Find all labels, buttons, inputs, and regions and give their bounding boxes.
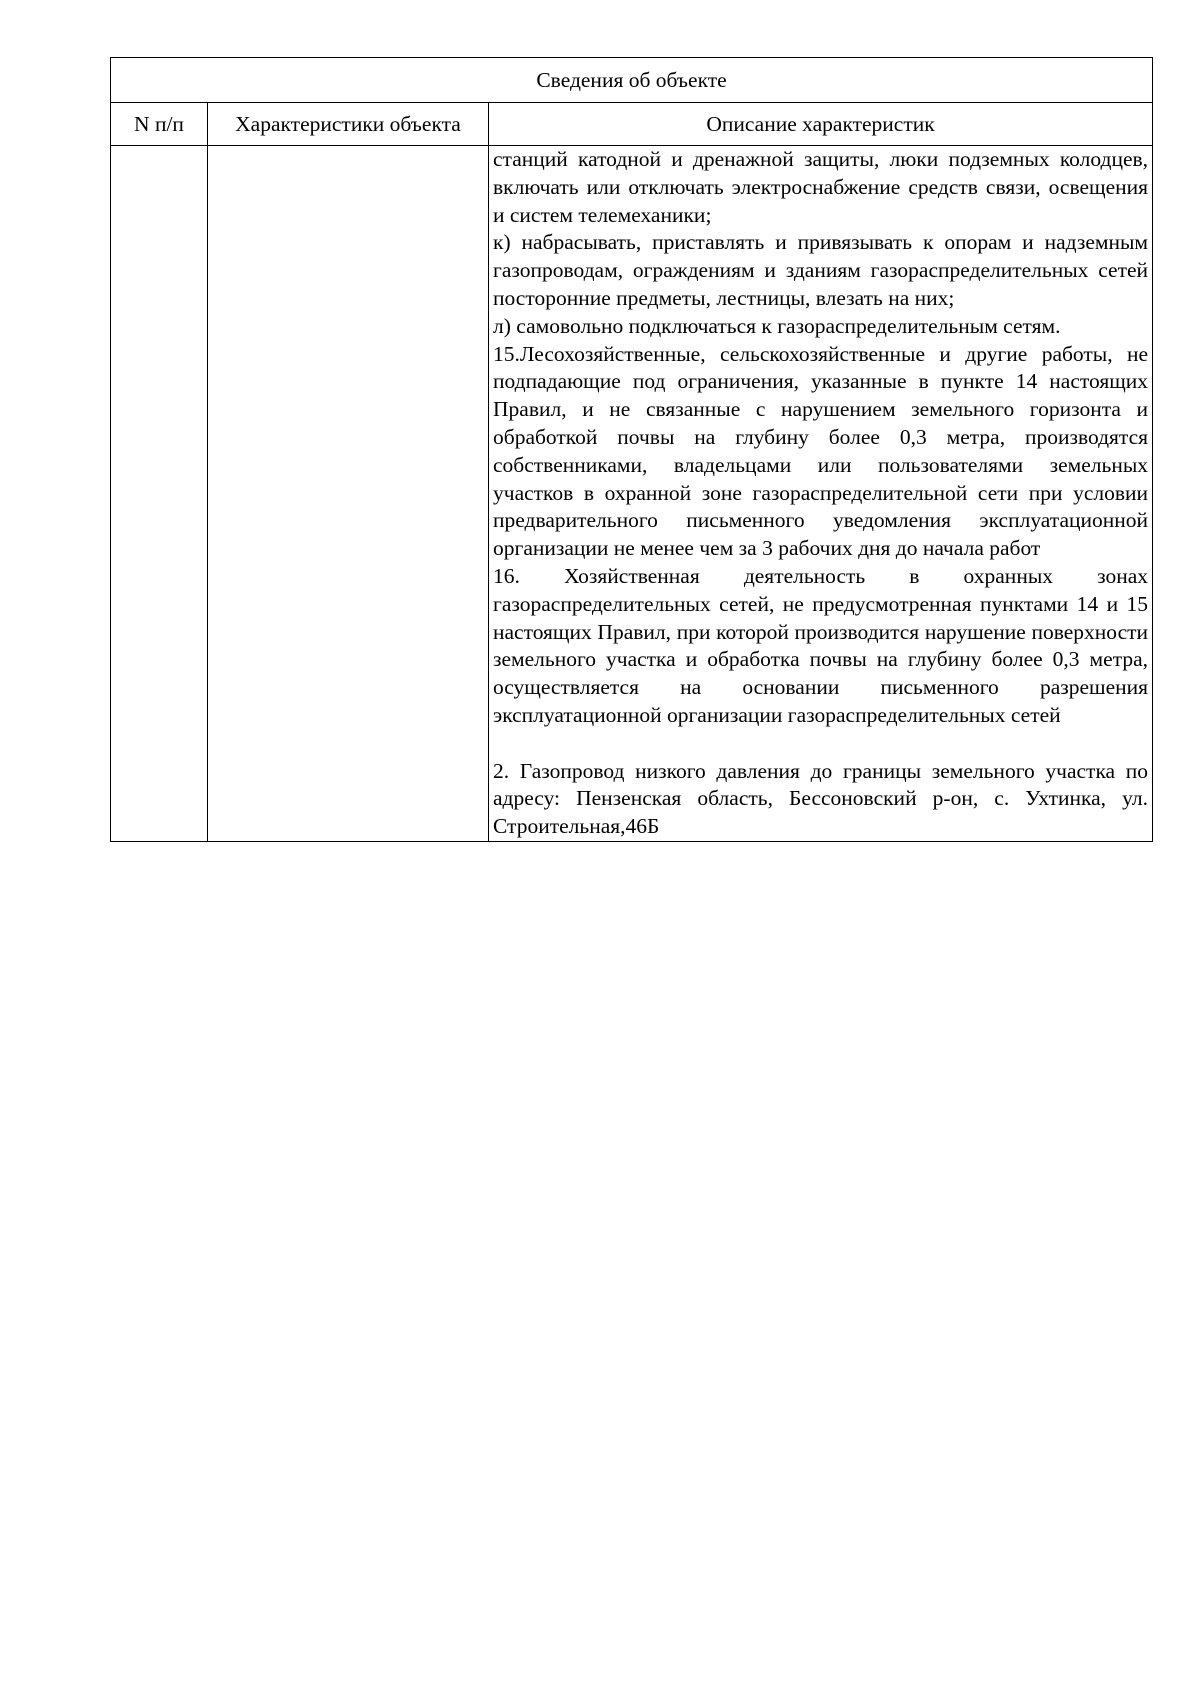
table-title: Сведения об объекте [111, 58, 1153, 103]
object-info-table [110, 57, 1153, 842]
table-title-row [111, 58, 1153, 103]
table-row [111, 146, 1153, 842]
header-description: Описание характеристик [489, 103, 1153, 146]
table-header-row [111, 103, 1153, 146]
header-characteristics: Характеристики объекта [208, 103, 489, 146]
cell-description [489, 146, 1153, 842]
cell-characteristics [208, 146, 489, 842]
description-paragraph: к) набрасывать, приставлять и привязывать к опорам и надземным газопроводам, ограждениям и зданиям газораспределительных сетей посторонние предметы, лестницы, влезать на них; [493, 230, 1149, 310]
document-page [110, 57, 1152, 842]
paragraph-spacer [493, 730, 1148, 758]
description-paragraph: 15.Лесохозяйственные, сельскохозяйственные и другие работы, не подпадающие под ограничения, указанные в пункте 14 настоящих Правил, и не связанные с нарушением земельного горизонта и обработкой почвы на глубину более 0,3 метра, производятся собственниками, владельцами или пользователями земельных участков в охранной зоне газораспределительной сети при условии предварительного письменного уведомления эксплуатационной организации не менее чем за 3 рабочих дня до начала работ [493, 341, 1149, 561]
object-address-paragraph: 2. Газопровод низкого давления до границы земельного участка по адресу: Пензенская область, Бессоновский р-он, с. Ухтинка, ул. Строительная,46Б [493, 758, 1149, 839]
description-paragraph: 16. Хозяйственная деятельность в охранных зонах газораспределительных сетей, не предусмотренная пунктами 14 и 15 настоящих Правил, при которой производится нарушение поверхности земельного участка и обработка почвы на глубину более 0,3 метра, осуществляется на основании письменного разрешения эксплуатационной организации газораспределительных сетей [493, 563, 1149, 727]
description-text [489, 146, 1152, 841]
description-paragraph: л) самовольно подключаться к газораспределительным сетям. [493, 313, 1061, 338]
header-num: N п/п [111, 103, 208, 146]
description-paragraph: станций катодной и дренажной защиты, люки подземных колодцев, включать или отключать электроснабжение средств связи, освещения и систем телемеханики; [493, 147, 1149, 227]
cell-num [111, 146, 208, 842]
